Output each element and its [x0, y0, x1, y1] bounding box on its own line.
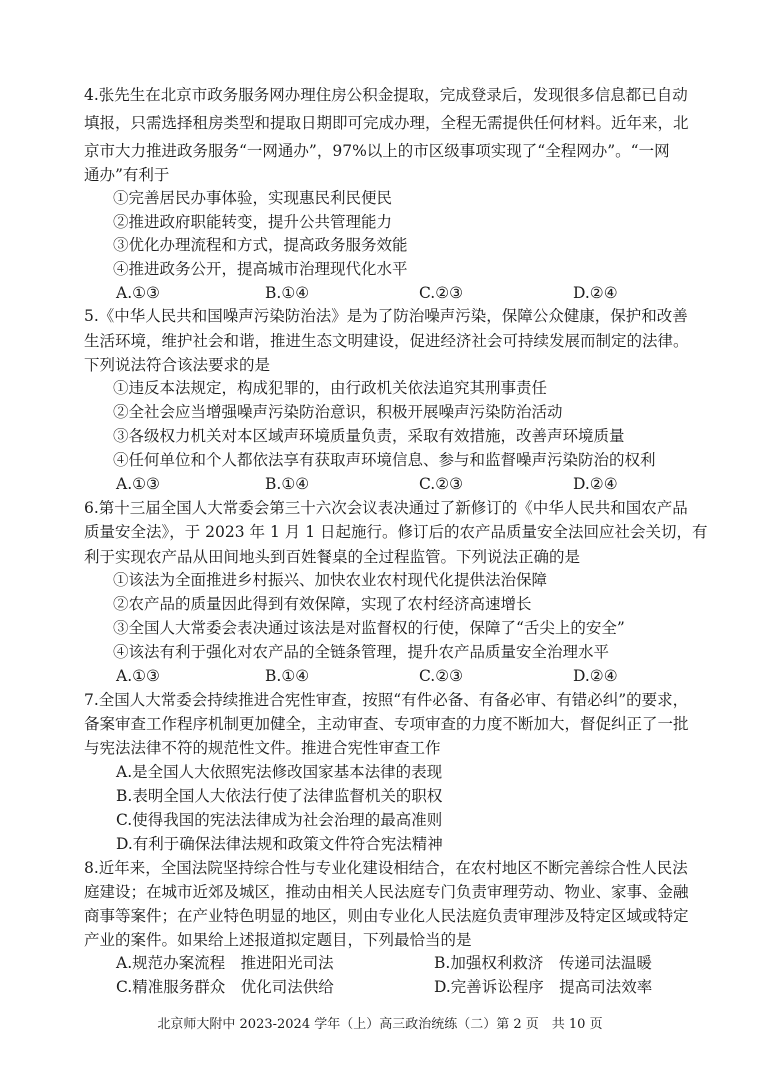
- q5-stem-line-1: 5.《中华人民共和国噪声污染防治法》是为了防治噪声污染，保障公众健康，保护和改善: [84, 307, 688, 325]
- q4-answer-a[interactable]: A.①③: [116, 284, 160, 302]
- q6-answer-a[interactable]: A.①③: [116, 667, 160, 685]
- q8-stem-line-3: 商事等案件；在产业特色明显的地区，则由专业化人民法庭负责审理涉及特定区域或特定: [84, 907, 689, 925]
- q4-answer-b[interactable]: B.①④: [265, 284, 310, 302]
- q4-answer-c[interactable]: C.②③: [419, 284, 464, 302]
- q4-stem-line-3: 京市大力推进政务服务“一网通办”，97%以上的市区级事项实现了“全程网办”。“一网: [84, 142, 670, 160]
- q4-statement-3: ③优化办理流程和方式，提高政务服务效能: [113, 236, 408, 254]
- q5-answer-d[interactable]: D.②④: [573, 475, 618, 493]
- q5-answer-b[interactable]: B.①④: [265, 475, 310, 493]
- q4-stem-line-1: 4.张先生在北京市政务服务网办理住房公积金提取，完成登录后，发现很多信息都已自动: [84, 86, 688, 104]
- q6-answer-d[interactable]: D.②④: [573, 667, 618, 685]
- q7-option-b[interactable]: B.表明全国人大依法行使了法律监督机关的职权: [116, 787, 443, 805]
- q5-statement-4: ④任何单位和个人都依法享有获取声环境信息、参与和监督噪声污染防治的权利: [113, 451, 656, 469]
- q5-answer-a[interactable]: A.①③: [116, 475, 160, 493]
- q6-answer-c[interactable]: C.②③: [419, 667, 464, 685]
- q7-option-d[interactable]: D.有利于确保法律法规和政策文件符合宪法精神: [116, 835, 443, 853]
- q7-stem-line-2: 备案审查工作程序机制更加健全，主动审查、专项审查的力度不断加大，督促纠正了一批: [84, 715, 689, 733]
- q5-statement-1: ①违反本法规定，构成犯罪的，由行政机关依法追究其刑事责任: [113, 379, 548, 397]
- q4-stem-line-4: 通办”有利于: [84, 166, 170, 184]
- q8-answer-b[interactable]: B.加强权利救济 传递司法温暖: [434, 954, 652, 972]
- q6-statement-2: ②农产品的质量因此得到有效保障，实现了农村经济高速增长: [113, 595, 532, 613]
- q6-statement-1: ①该法为全面推进乡村振兴、加快农业农村现代化提供法治保障: [113, 571, 548, 589]
- q6-answer-b[interactable]: B.①④: [265, 667, 310, 685]
- q8-stem-line-1: 8.近年来，全国法院坚持综合性与专业化建设相结合，在农村地区不断完善综合性人民法: [84, 859, 688, 877]
- q6-statement-4: ④该法有利于强化对农产品的全链条管理，提升农产品质量安全治理水平: [113, 643, 610, 661]
- q4-statement-4: ④推进政务公开，提高城市治理现代化水平: [113, 260, 408, 278]
- q7-option-c[interactable]: C.使得我国的宪法法律成为社会治理的最高准则: [116, 811, 443, 829]
- q5-answer-c[interactable]: C.②③: [419, 475, 464, 493]
- q8-answer-a[interactable]: A.规范办案流程 推进阳光司法: [116, 954, 334, 972]
- q6-stem-line-3: 利于实现农产品从田间地头到百姓餐桌的全过程监管。下列说法正确的是: [84, 548, 581, 566]
- q4-statement-2: ②推进政府职能转变，提升公共管理能力: [113, 213, 393, 231]
- q5-stem-line-2: 生活环境，维护社会和谐，推进生态文明建设，促进经济社会可持续发展而制定的法律。: [84, 332, 689, 350]
- q8-answer-c[interactable]: C.精准服务群众 优化司法供给: [116, 978, 334, 996]
- page-footer: 北京师大附中 2023-2024 学年（上）高三政治统练（二）第 2 页 共 10 页: [157, 1017, 603, 1032]
- q8-answer-d[interactable]: D.完善诉讼程序 提高司法效率: [434, 978, 653, 996]
- q8-stem-line-2: 庭建设；在城市近郊及城区，推动由相关人民法庭专门负责审理劳动、物业、家事、金融: [84, 883, 689, 901]
- q7-option-a[interactable]: A.是全国人大依照宪法修改国家基本法律的表现: [116, 763, 443, 781]
- q7-stem-line-1: 7.全国人大常委会持续推进合宪性审查，按照“有件必备、有备必审、有错必纠”的要求，: [84, 691, 689, 709]
- q7-stem-line-3: 与宪法法律不符的规范性文件。推进合宪性审查工作: [84, 739, 441, 757]
- q8-stem-line-4: 产业的案件。如果给上述报道拟定题目，下列最恰当的是: [84, 931, 472, 949]
- q4-answer-d[interactable]: D.②④: [573, 284, 618, 302]
- q4-stem-line-2: 填报，只需选择租房类型和提取日期即可完成办理，全程无需提供任何材料。近年来，北: [84, 114, 689, 132]
- q4-statement-1: ①完善居民办事体验，实现惠民利民便民: [113, 189, 393, 207]
- q5-statement-2: ②全社会应当增强噪声污染防治意识，积极开展噪声污染防治活动: [113, 403, 563, 421]
- q6-stem-line-2: 质量安全法》，于 2023 年 1 月 1 日起施行。修订后的农产品质量安全法回应社会关切，有: [84, 523, 708, 541]
- q6-stem-line-1: 6.第十三届全国人大常委会第三十六次会议表决通过了新修订的《中华人民共和国农产品: [84, 499, 688, 517]
- q5-statement-3: ③各级权力机关对本区域声环境质量负责，采取有效措施，改善声环境质量: [113, 427, 625, 445]
- q5-stem-line-3: 下列说法符合该法要求的是: [84, 356, 271, 374]
- q6-statement-3: ③全国人大常委会表决通过该法是对监督权的行使，保障了“舌尖上的安全”: [113, 619, 625, 637]
